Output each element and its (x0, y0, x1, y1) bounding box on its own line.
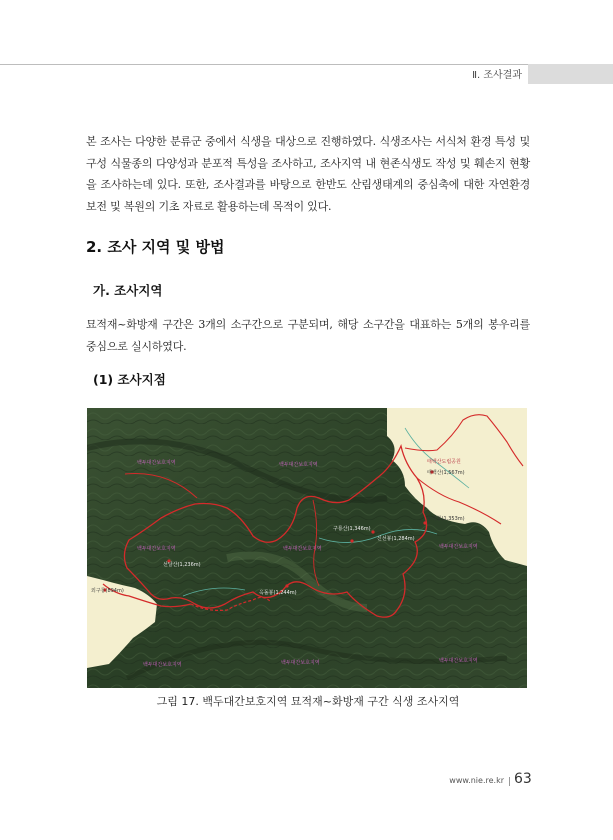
map-label-taebaek-area: 태백산도립공원 (427, 459, 461, 465)
footer-url: www.nie.re.kr (449, 776, 504, 785)
map-peak-marker (371, 530, 374, 533)
map-label-okdol: 옥돌봉(1,244m) (259, 590, 297, 596)
map-label-sindeok: 신선봉(1,284m) (377, 536, 415, 542)
map-peak-marker (350, 539, 353, 542)
figure-caption: 그림 17. 백두대간보호지역 묘적재~화방재 구간 식생 조사지역 (156, 695, 460, 708)
survey-area-paragraph: 묘적재~화방재 구간은 3개의 소구간으로 구분되며, 해당 소구간을 대표하는 5개의 봉우리를 중심으로 실시하였다. (86, 318, 530, 353)
map-label-zone: 백두대간보호지역 (279, 462, 318, 468)
header-rule (0, 64, 528, 65)
map-label-seonam: 선달산(1,236m) (163, 562, 201, 568)
section-heading: 2. 조사 지역 및 방법 (86, 238, 225, 256)
intro-paragraph: 본 조사는 다양한 분류군 중에서 식생을 대상으로 진행하였다. 식생조사는 서식처 환경 특성 및 구성 식물종의 다양성과 분포적 특성을 조사하고, 조사지역 내 현존식생도 작성 및 훼손지 현황을 조사하는데 있다. 또한, 조사결과를 바탕으로 한반도 산림생태계의 중심축에 대한 자연환경 보전 및 복원의 기초 자료로 활용하는데 목적이 있다. (86, 135, 530, 213)
footer-separator (509, 777, 510, 786)
map-label-zone: 백두대간보호지역 (281, 660, 320, 666)
map-label-zone: 백두대간보호지역 (439, 658, 478, 664)
subsection-heading: 가. 조사지역 (93, 283, 163, 298)
sub-subsection-heading: (1) 조사지점 (93, 372, 166, 387)
map-label-zone: 백두대간보호지역 (143, 662, 182, 668)
page-number: 63 (514, 771, 532, 787)
header-tab-bar (528, 64, 613, 84)
map-label-zone: 백두대간보호지역 (439, 544, 478, 550)
satellite-map (87, 408, 527, 688)
map-label-zone: 백두대간보호지역 (137, 546, 176, 552)
map-peak-marker (285, 584, 288, 587)
map-label-gaksan: 구룡산(1,346m) (333, 526, 371, 532)
map-label-oegu: 외구룡(894m) (91, 588, 124, 594)
running-header: Ⅱ. 조사결과 (472, 70, 522, 81)
map-label-zone: 백두대간보호지역 (283, 546, 322, 552)
map-label-zone: 백두대간보호지역 (137, 460, 176, 466)
map-label-taebaeksan: 태백산(1,567m) (427, 470, 465, 476)
map-label-dutasan: 두리봉(1,353m) (427, 516, 465, 522)
